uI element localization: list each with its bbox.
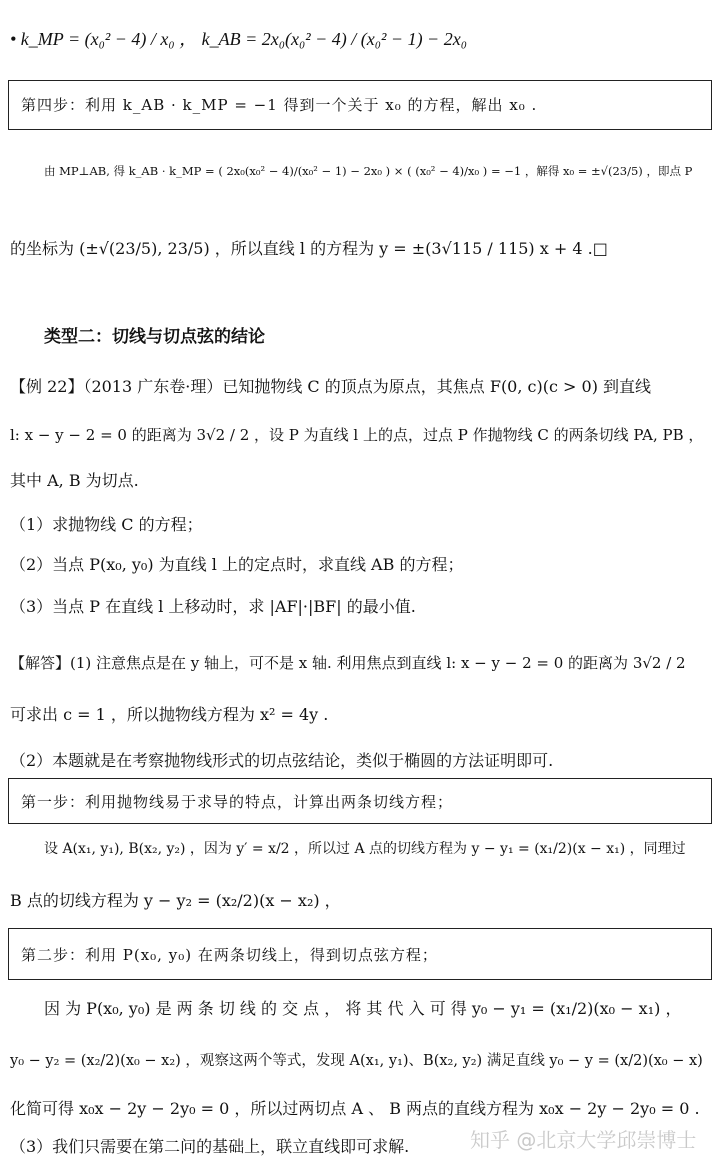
answer-line-1: 【解答】(1) 注意焦点是在 y 轴上，可不是 x 轴. 利用焦点到直线 l: x − y − 2 = 0 的距离为 3√2 / 2: [10, 654, 686, 672]
answer-line-6: 因 为 P(x₀, y₀) 是 两 条 切 线 的 交 点 ， 将 其 代 入 可 得 y₀ − y₁ = (x₁/2)(x₀ − x₁) ，: [44, 999, 682, 1018]
formula-line-kmp-kab: • k_MP = (x₀² − 4) / x₀ ， k_AB = 2x₀(x₀² − 4) / (x₀² − 1) − 2x₀: [10, 29, 467, 49]
step-box-2-text: 第二步：利用 P(x₀, y₀) 在两条切线上，得到切点弦方程；: [21, 946, 438, 964]
question-1: （1）求抛物线 C 的方程；: [10, 515, 203, 534]
question-3: （3）当点 P 在直线 l 上移动时，求 |AF|·|BF| 的最小值.: [10, 597, 416, 616]
step-box-2: [8, 928, 712, 980]
answer-line-4: 设 A(x₁, y₁), B(x₂, y₂) ，因为 y′ = x/2 ，所以过 A 点的切线方程为 y − y₁ = (x₁/2)(x − x₁) ，同理过: [44, 841, 686, 857]
step-box-4-text: 第四步：利用 k_AB · k_MP = −1 得到一个关于 x₀ 的方程，解出 x₀ .: [21, 96, 538, 114]
answer-line-7: y₀ − y₂ = (x₂/2)(x₀ − x₂) ，观察这两个等式，发现 A(x₁, y₁)、B(x₂, y₂) 满足直线 y₀ − y = (x/2)(x₀ − x): [10, 1053, 703, 1069]
question-2: （2）当点 P(x₀, y₀) 为直线 l 上的定点时，求直线 AB 的方程；: [10, 555, 464, 574]
section-heading-type2: 类型二：切线与切点弦的结论: [44, 327, 265, 347]
answer-line-9: （3）我们只需要在第二问的基础上，联立直线即可求解.: [10, 1137, 410, 1156]
example-22-line-1: 【例 22】（2013 广东卷·理）已知抛物线 C 的顶点为原点，其焦点 F(0, c)(c > 0) 到直线: [10, 377, 652, 396]
example-22-line-2: l: x − y − 2 = 0 的距离为 3√2 / 2 ，设 P 为直线 l 上的点，过点 P 作抛物线 C 的两条切线 PA, PB ，: [10, 426, 704, 444]
solution-line-perpendicular: 由 MP⊥AB, 得 k_AB · k_MP = ( 2x₀(x₀² − 4)/(x₀² − 1) − 2x₀ ) × ( (x₀² − 4)/x₀ ) = −1 ，解得 x₀ = ±√(23/5) ，即点 P: [44, 164, 693, 178]
step-box-1-text: 第一步：利用抛物线易于求导的特点，计算出两条切线方程；: [21, 793, 454, 811]
step-box-4: [8, 80, 712, 130]
step-box-1: [8, 778, 712, 824]
watermark-zhihu: 知乎 @北京大学邱崇博士: [470, 1128, 697, 1152]
solution-line-point-p: 的坐标为 (±√(23/5), 23/5) ，所以直线 l 的方程为 y = ±(3√115 / 115) x + 4 .□: [10, 239, 608, 258]
answer-line-5: B 点的切线方程为 y − y₂ = (x₂/2)(x − x₂) ，: [10, 891, 341, 910]
example-22-line-3: 其中 A, B 为切点.: [10, 471, 139, 490]
answer-line-3: （2）本题就是在考察抛物线形式的切点弦结论，类似于椭圆的方法证明即可.: [10, 751, 554, 770]
answer-line-2: 可求出 c = 1 ，所以抛物线方程为 x² = 4y .: [10, 705, 329, 724]
answer-line-8: 化简可得 x₀x − 2y − 2y₀ = 0 ，所以过两切点 A 、 B 两点的直线方程为 x₀x − 2y − 2y₀ = 0 .: [10, 1099, 700, 1118]
